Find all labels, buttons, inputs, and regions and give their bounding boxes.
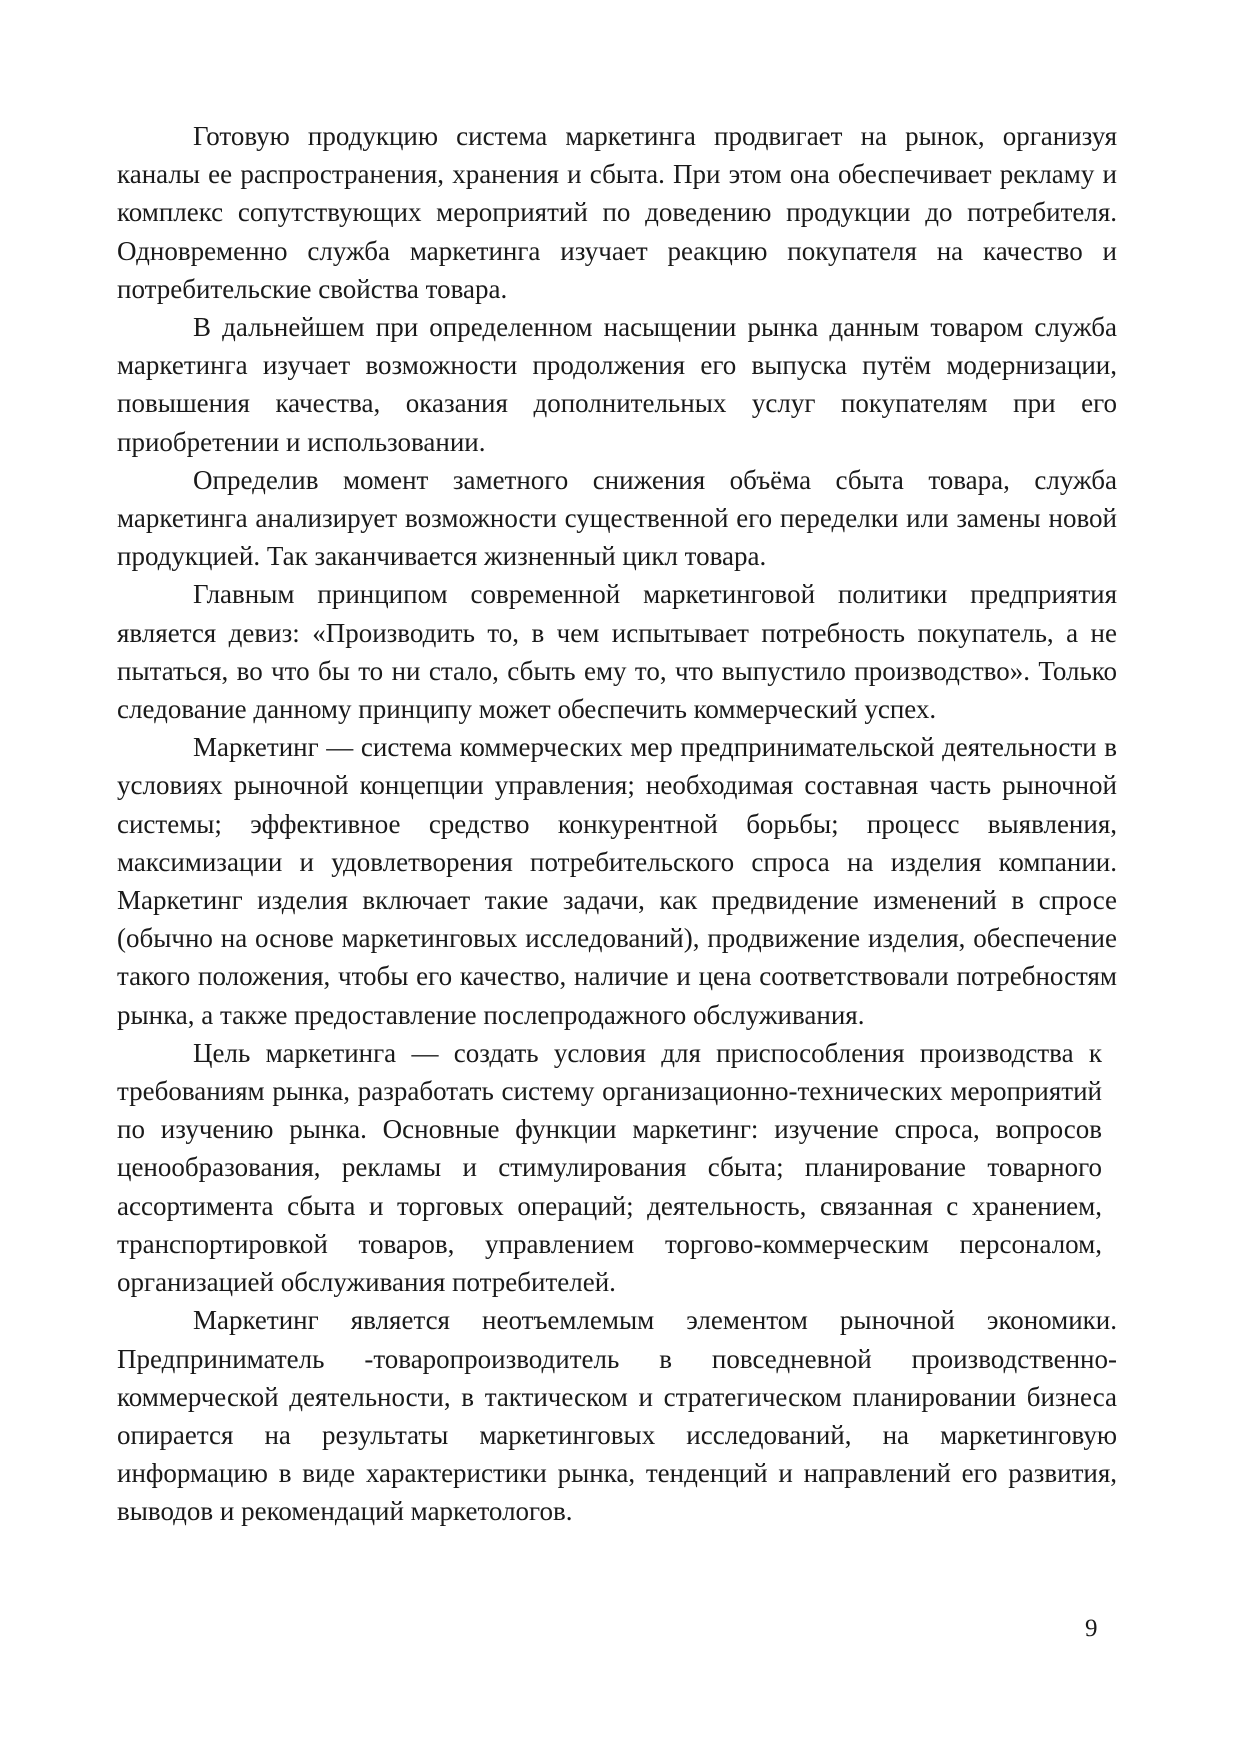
paragraph-4: Главным принципом современной маркетинговой политики предприятия является девиз: «Производить то, в чем испытывает потребность покупатель, а не пытаться, во что бы то ни стало, сбыть ему то, что выпустило производство». Только следование данному принципу может обеспечить коммерческий успех. [117, 579, 1117, 725]
page-body [117, 117, 1117, 1531]
page-number: 9 [1085, 1615, 1098, 1642]
paragraph-1: Готовую продукцию система маркетинга продвигает на рынок, организуя каналы ее распространения, хранения и сбыта. При этом она обеспечивает рекламу и комплекс сопутствующих мероприятий по доведению продукции до потребителя. Одновременно служба маркетинга изучает реакцию покупателя на качество и потребительские свойства товара. [117, 121, 1117, 304]
paragraph-6: Цель маркетинга — создать условия для приспособления производства к требованиям рынка, разработать систему организационно-технических мероприятий по изучению рынка. Основные функции маркетинг: изучение спроса, вопросов ценообразования, рекламы и стимулирования сбыта; планирование товарного ассортимента сбыта и торговых операций; деятельность, связанная с хранением, транспортировкой товаров, управлением торгово-коммерческим персоналом, организацией обслуживания потребителей. [117, 1037, 1102, 1298]
paragraph-5: Маркетинг — система коммерческих мер предпринимательской деятельности в условиях рыночной концепции управления; необходимая составная часть рыночной системы; эффективное средство конкурентной борьбы; процесс выявления, максимизации и удовлетворения потребительского спроса на изделия компании. Маркетинг изделия включает такие задачи, как предвидение изменений в спросе (обычно на основе маркетинговых исследований), продвижение изделия, обеспечение такого положения, чтобы его качество, наличие и цена соответствовали потребностям рынка, а также предоставление послепродажного обслуживания. [117, 732, 1117, 1030]
paragraph-7: Маркетинг является неотъемлемым элементом рыночной экономики. Предприниматель -товаропроизводитель в повседневной производственно-коммерческой деятельности, в тактическом и стратегическом планировании бизнеса опирается на результаты маркетинговых исследований, на маркетинговую информацию в виде характеристики рынка, тенденций и направлений его развития, выводов и рекомендаций маркетологов. [117, 1305, 1117, 1527]
paragraph-2: В дальнейшем при определенном насыщении рынка данным товаром служба маркетинга изучает возможности продолжения его выпуска путём модернизации, повышения качества, оказания дополнительных услуг покупателям при его приобретении и использовании. [117, 312, 1117, 457]
paragraph-3: Определив момент заметного снижения объёма сбыта товара, служба маркетинга анализирует возможности существенной его переделки или замены новой продукцией. Так заканчивается жизненный цикл товара. [117, 464, 1117, 572]
